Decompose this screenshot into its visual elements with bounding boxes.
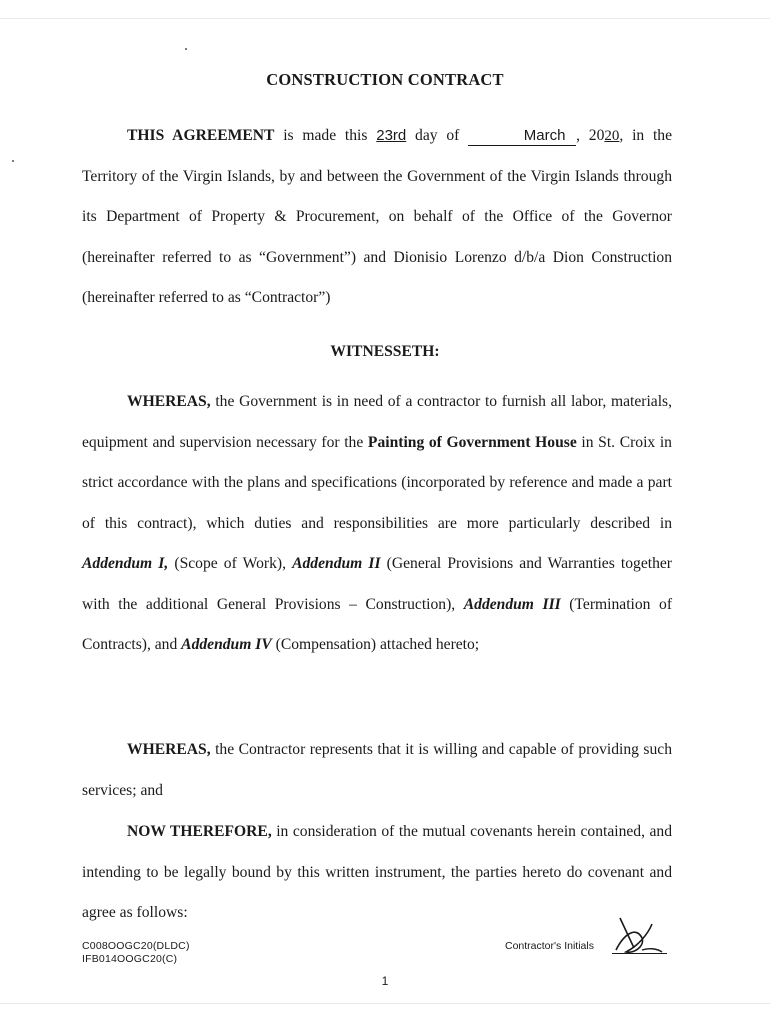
addendum-3: Addendum III [463, 595, 561, 613]
whereas-lead: WHEREAS, [127, 741, 211, 758]
scan-speck [185, 48, 187, 50]
text-run: (General Provisions and Warranties together with the additional General Provisions – Construction), [82, 555, 673, 613]
contractor-initials-label: Contractor's Initials [505, 940, 594, 952]
text-run: in consideration of the mutual covenants herein contained, and intending to be legally bound by this written instrument, the parties hereto do covenant and agree as follows: [82, 823, 672, 921]
ifb-code: IFB014OOGC20(C) [82, 953, 178, 965]
now-therefore-lead: NOW THEREFORE, [127, 823, 272, 840]
scan-speck [12, 160, 14, 162]
text-run: day of [406, 127, 469, 144]
text-run: the Contractor represents that it is willing and capable of providing such services; and [82, 741, 672, 799]
whereas-paragraph-2 [82, 730, 672, 811]
agreement-paragraph [82, 116, 672, 319]
filled-day: 23rd [376, 127, 407, 144]
text-run: in St. Croix in strict accordance with the plans and specifications (incorporated by reference and made a part of this contract), which duties and responsibilities are more particularly described in [82, 433, 672, 532]
text-run: (Termination of Contracts), and [82, 595, 673, 653]
scan-artifact [0, 18, 770, 19]
text-run: , 20 [576, 127, 605, 144]
project-name: Painting of Government House [367, 433, 577, 451]
agreement-lead: THIS AGREEMENT [127, 127, 275, 144]
contract-code: C008OOGC20(DLDC) [82, 940, 190, 952]
whereas-lead: WHEREAS, [127, 393, 211, 410]
month-blank [468, 127, 576, 146]
text-run: the Government is in need of a contractor to furnish all labor, materials, equipment and supervision necessary for the [82, 393, 672, 451]
text-run: , in the Territory of the Virgin Islands, by and between the Government of the Virgin Islands through its Department of Property & Procurement, on behalf of the Office of the Governor (hereinafter referred to as “Government”) and Dionisio Lorenzo d/b/a Dion Construction (hereinafter referred to as “Contractor”) [82, 127, 673, 306]
initials-signature [612, 912, 672, 962]
whereas-paragraph-1 [82, 382, 672, 666]
page-number: 1 [381, 974, 389, 988]
text-run: (Scope of Work), [168, 555, 293, 572]
scan-artifact [0, 1003, 770, 1004]
text-run: (Compensation) attached hereto; [271, 636, 480, 653]
document-codes [82, 940, 190, 966]
now-therefore-paragraph [82, 812, 672, 934]
filled-month: March [523, 127, 566, 144]
addendum-2: Addendum II [292, 555, 381, 572]
addendum-4: Addendum IV [181, 636, 272, 653]
document-title: CONSTRUCTION CONTRACT [266, 70, 504, 89]
text-run: is made this [274, 127, 377, 144]
addendum-1: Addendum I, [82, 555, 169, 572]
filled-year: 20 [604, 128, 620, 144]
witnesseth-heading: WITNESSETH: [330, 343, 440, 360]
